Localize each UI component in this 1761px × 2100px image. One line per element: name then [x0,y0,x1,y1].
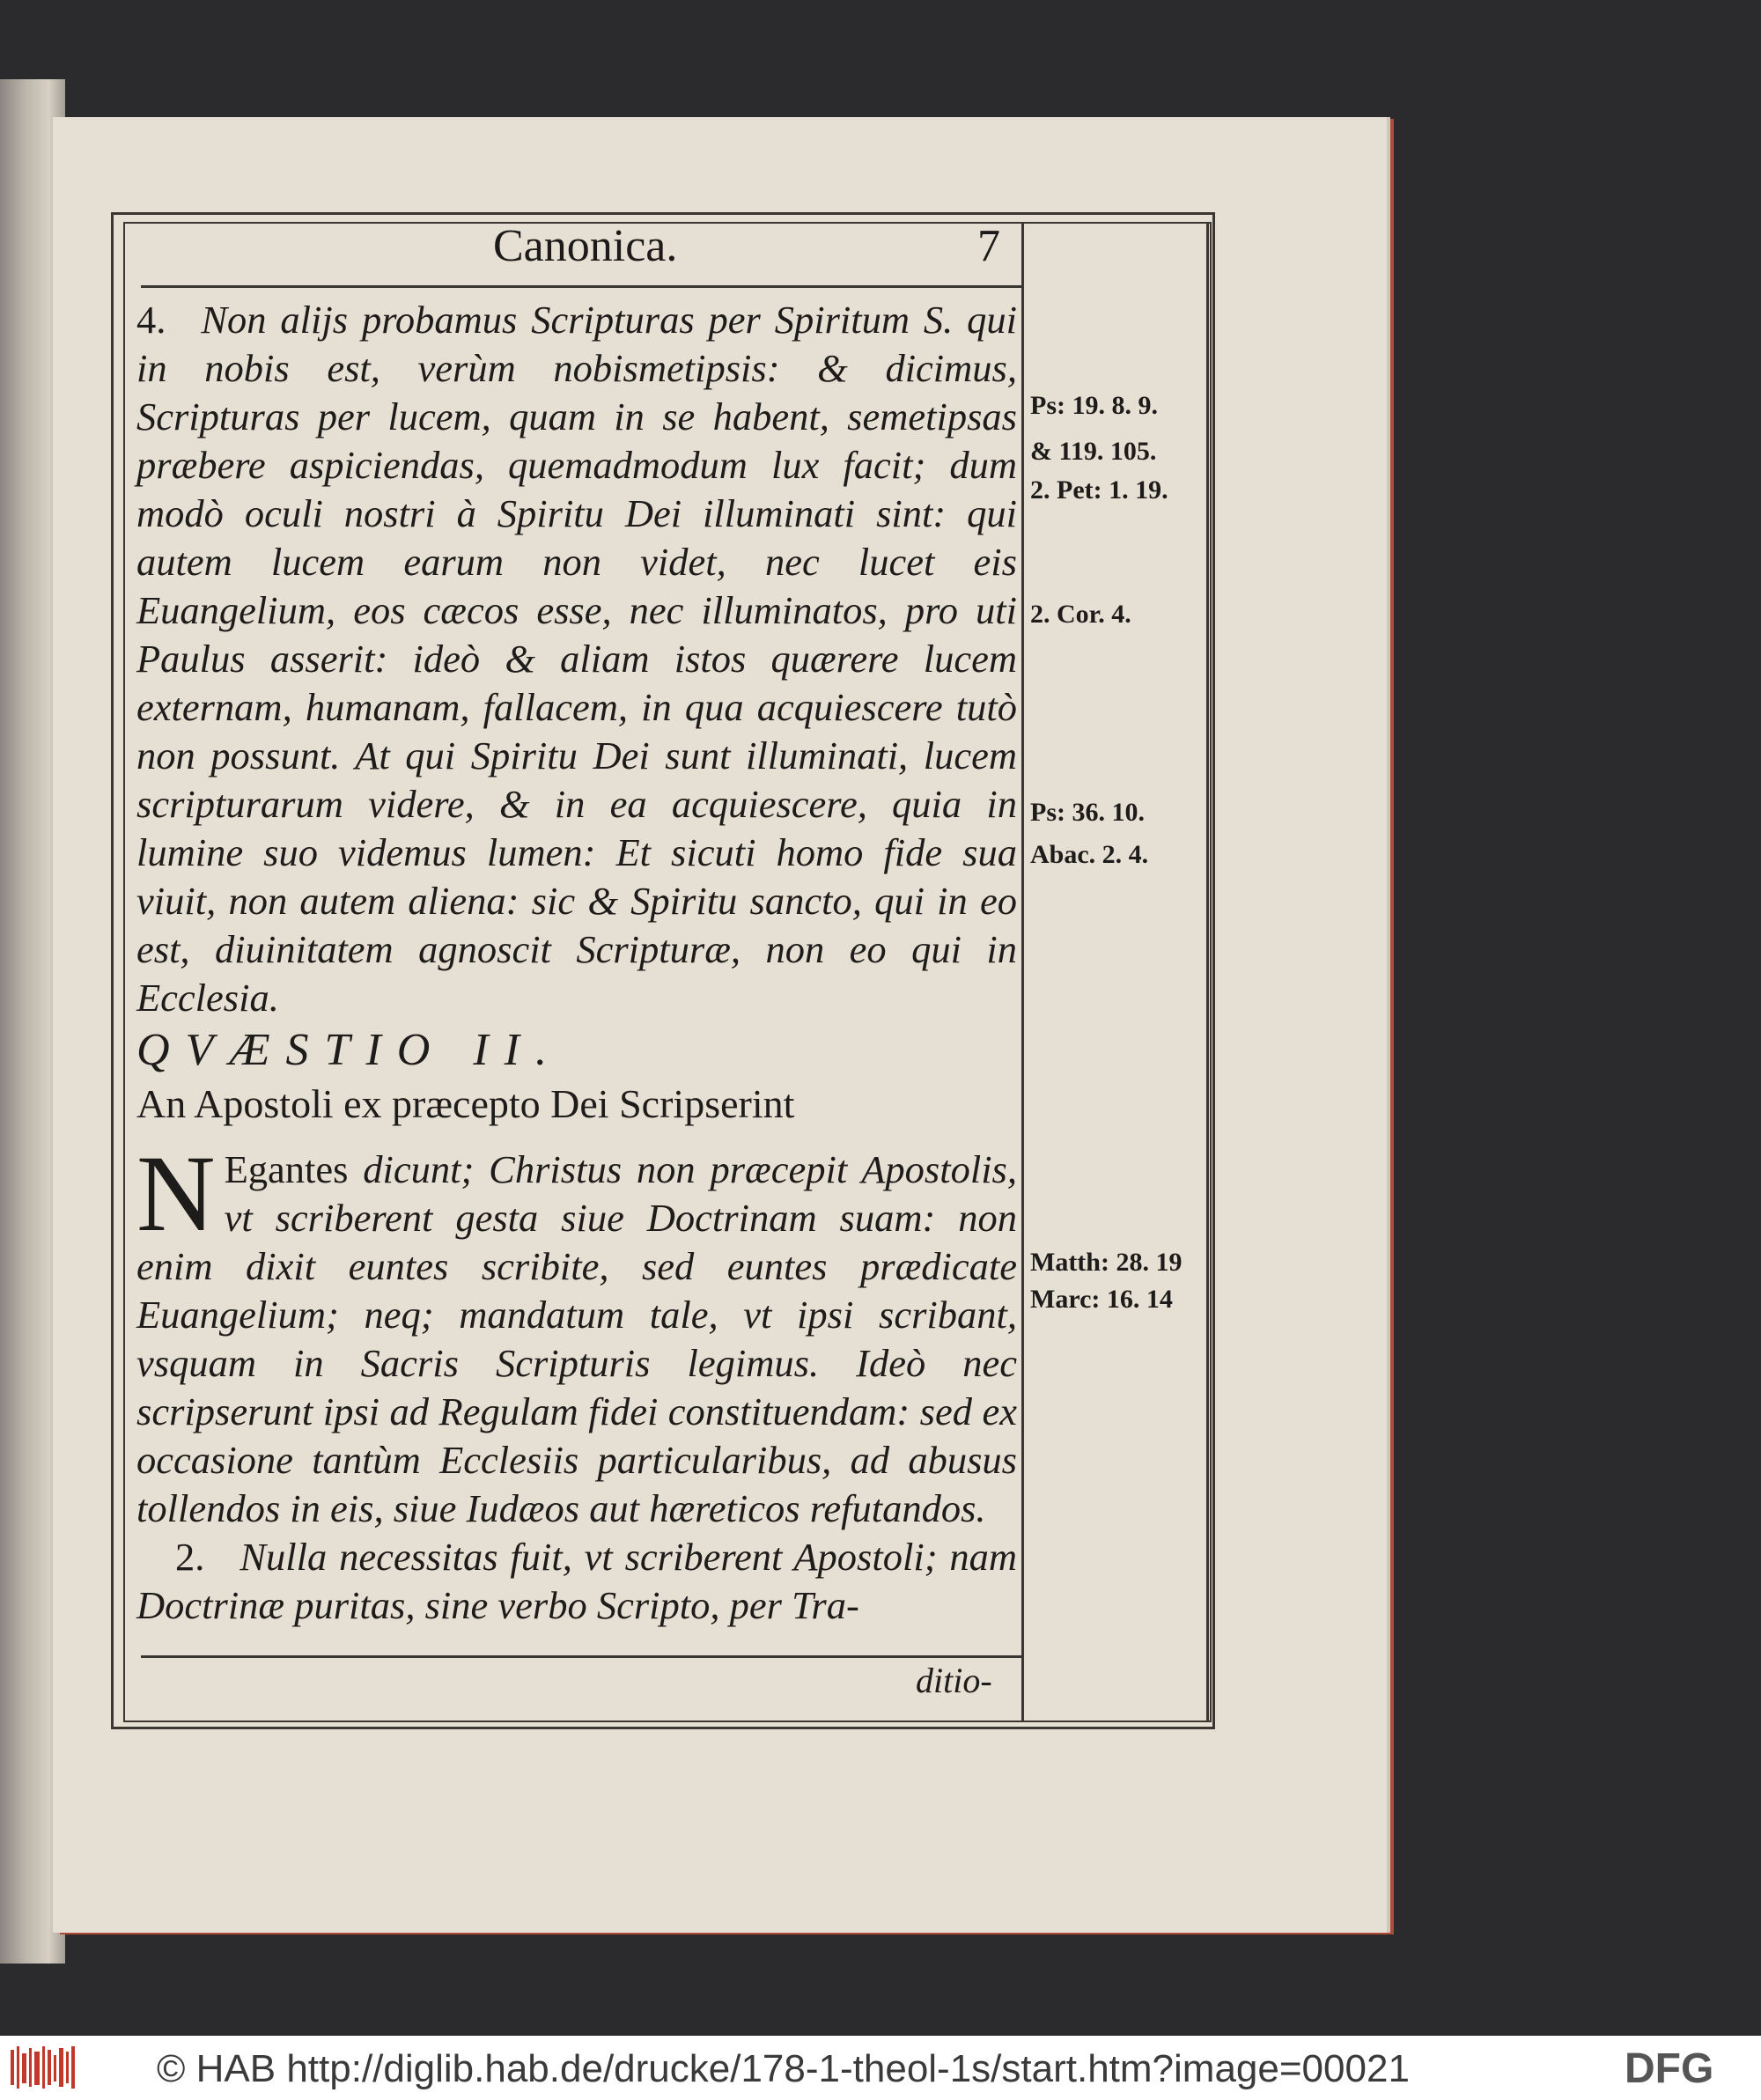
footer-bar [0,2036,1761,2100]
running-head: Canonica. [493,221,678,271]
margin-note: 2. Pet: 1. 19. [1030,475,1168,505]
page-number: 7 [977,221,1000,271]
barcode-logo-icon [9,2045,77,2090]
question-title: QVÆSTIO II. [136,1025,563,1075]
margin-note: 2. Cor. 4. [1030,600,1131,629]
header-rule [141,285,1021,288]
paragraph-2 [136,1533,1017,1630]
footer-rule [141,1655,1021,1658]
margin-note: Marc: 16. 14 [1030,1285,1173,1314]
right-frame-rule [1206,222,1209,1721]
paragraph-text: Non alijs probamus Scripturas per Spiritum S. qui in nobis est, verùm nobismetipsis: & dicimus, Scripturas per lucem, quam in se habent, semetipsas præbere aspiciendas, quemadmodum lux facit; dum modò oculi nostri à Spiritu Dei illuminati sint: qui autem lucem earum non videt, nec lucet eis Euangelium, eos cæcos esse, nec illuminatos, pro uti Paulus asserit: ideò & aliam istos quærere lucem externam, humanam, fallacem, in qua acquiescere tutò non possunt. At qui Spiritu Dei sunt illuminati, lucem scripturarum videre, & in ea acquiescere, quia in lumine suo videmus lumen: Et sicuti homo fide sua viuit, non autem aliena: sic & Spiritu sancto, qui in eo est, diuinitatem agnoscit Scripturæ, non eo qui in Ecclesia. [136,298,1017,1020]
paragraph-text: dicunt; Christus non præcepit Apostolis, vt scriberent gesta siue Doctrinam suam: non enim dixit euntes scribite, sed euntes prædicate Euangelium; neq; mandatum tale, vt ipsi scribant, vsquam in Sacris Scripturis legimus. Ideò nec scripserunt ipsi ad Regulam fidei constituendam: sed ex occasione tantùm Ecclesiis particularibus, ad abusus tollendos in eis, siue Iudæos aut hæreticos refutandos. [136,1147,1017,1530]
paragraph-negantes [136,1133,1017,1533]
question-subtitle: An Apostoli ex præcepto Dei Scripserint [136,1081,795,1126]
margin-divider [1021,222,1024,1721]
paragraph-4 [136,296,1017,1022]
margin-note: Ps: 36. 10. [1030,798,1145,827]
catchword: ditio- [916,1661,992,1700]
margin-note: Ps: 19. 8. 9. [1030,391,1158,420]
paragraph-number: 4. [136,298,166,342]
paragraph-number: 2. [175,1535,205,1579]
copyright-link[interactable]: © HAB http://diglib.hab.de/drucke/178-1-theol-1s/start.htm?image=00021 [157,2047,1410,2090]
main-text [136,296,1017,1630]
margin-note: Abac. 2. 4. [1030,840,1149,869]
margin-note: Matth: 28. 19 [1030,1248,1183,1277]
paragraph-text: Nulla necessitas fuit, vt scriberent Apostoli; nam Doctrinæ puritas, sine verbo Scripto, per Tra- [136,1535,1017,1627]
margin-note: & 119. 105. [1030,437,1157,466]
paragraph-lead-word: Egantes [224,1147,349,1191]
dfg-logo: DFG [1625,2045,1714,2092]
drop-cap: N [136,1133,216,1254]
